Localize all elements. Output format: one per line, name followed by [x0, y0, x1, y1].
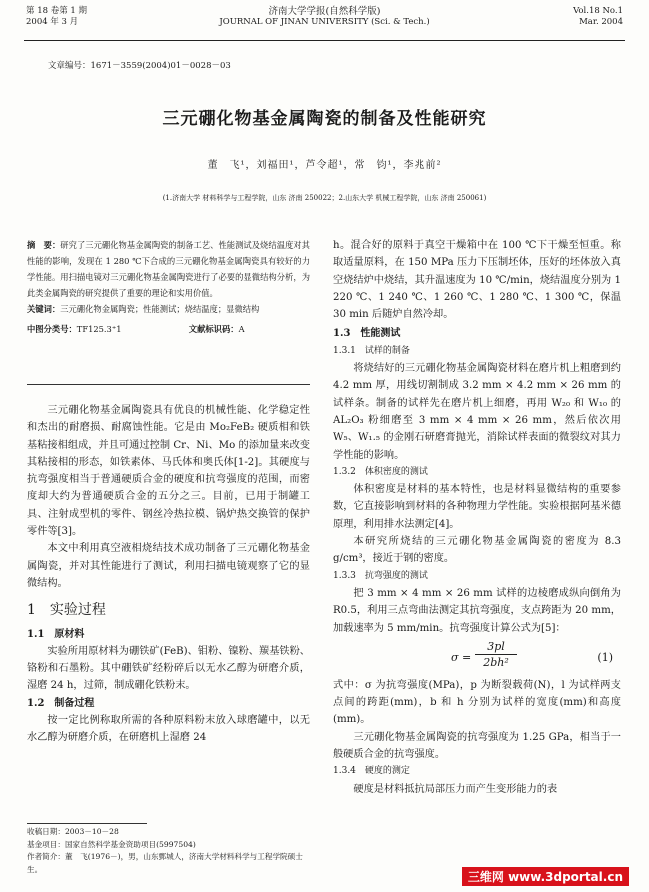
- publication-date-en: Mar. 2004: [579, 17, 623, 27]
- section-1-2-text: 按一定比例称取所需的各种原料粉末放入球磨罐中，以无水乙醇为研磨介质，在研磨机上湿磨 24: [27, 715, 310, 744]
- publication-date: 2004 年 3 月: [26, 17, 79, 27]
- affiliations: (1.济南大学 材料科学与工程学院，山东 济南 250022；2.山东大学 机械工程学院，山东 济南 250061): [162, 194, 487, 202]
- clc-number: TF125.3⁺1: [76, 324, 122, 334]
- author-list: 董 飞¹，刘福田¹，芦令超¹，常 钧¹，李兆前²: [207, 160, 442, 171]
- section-1-2-heading: 1.2 制备过程: [27, 697, 95, 709]
- section-1-1-text: 实验所用原材料为硼铁矿(FeB)、钼粉、镍粉、羰基铁粉、铬粉和石墨粉。其中硼铁矿经粉碎后以无水乙醇为研磨介质，湿磨 24 h，过筛，制成硼化铁粉末。: [27, 645, 310, 692]
- formula-fraction: [475, 639, 517, 671]
- section-1-3-2-text-2: 本研究所烧结的三元硼化物基金属陶瓷的密度为 8.3 g/cm³，接近于钢的密度。: [333, 536, 621, 565]
- article-number: 文章编号：1671－3559(2004)01－0028－03: [48, 61, 231, 71]
- header-rule: [24, 40, 625, 41]
- section-1-3-2-text-1: 体积密度是材料的基本特性，也是材料显微结构的重要参数，它直接影响到材料的各种物理力学性能。实验根据阿基米德原理，利用排水法测定[4]。: [333, 484, 621, 530]
- received-date: 收稿日期：2003－10－28: [27, 827, 119, 836]
- section-1-3-1-heading: 1.3.1 试样的制备: [333, 345, 410, 356]
- left-column-body: [27, 402, 310, 747]
- section-1-heading: 1 实验过程: [27, 602, 106, 619]
- paper-title: 三元硼化物基金属陶瓷的制备及性能研究: [162, 109, 487, 129]
- volume-issue: 第 18 卷第 1 期: [26, 6, 88, 16]
- strength-result: 三元硼化物基金属陶瓷的抗弯强度为 1.25 GPa，相当于一般硬质合金的抗弯强度。: [333, 731, 621, 761]
- journal-name-cn: 济南大学学报(自然科学版): [268, 6, 381, 17]
- section-1-3-heading: 1.3 性能测试: [333, 328, 401, 340]
- abstract-block: [27, 237, 310, 337]
- doc-code-label: 文献标识码：: [188, 324, 239, 334]
- formula-denominator: 2bh²: [483, 655, 509, 669]
- formula-explanation: 式中：σ 为抗弯强度(MPa)，p 为断裂载荷(N)，l 为试样两支点间的跨距(mm)，b 和 h 分别为试样的宽度(mm)和高度(mm)。: [333, 679, 621, 726]
- author-bio: 作者简介：董 飞(1976－)，男，山东鄄城人，济南大学材料科学与工程学院硕士生。: [27, 852, 303, 874]
- doc-code: A: [238, 324, 245, 334]
- intro-paragraph-1: 三元硼化物基金属陶瓷具有优良的机械性能、化学稳定性和杰出的耐磨损、耐腐蚀性能。它是由 Mo₂FeB₂ 硬质相和铁基粘接相组成，并且可通过控制 Cr、Ni、Mo 的添加量来改变其粘接相的形态，如铁素体、马氏体和奥氏体[1-2]。其硬度与抗弯强度相当于普通硬质合金的硬度和抗弯强度的范围，而密度却大约为普通硬质合金的五分之三。目前，已用于制罐工具、注射成型机的零件、钢丝冷热拉模、锅炉热交换管的保护零件等[3]。: [27, 405, 310, 538]
- section-1-1-heading: 1.1 原材料: [27, 628, 85, 640]
- section-1-3-2-heading: 1.3.2 体积密度的测试: [333, 466, 428, 477]
- keywords-text: 三元硼化物金属陶瓷；性能测试；烧结温度；显微结构: [60, 304, 260, 314]
- formula-lhs: σ =: [451, 650, 472, 664]
- equation-1: [333, 637, 621, 677]
- watermark-badge: 三维网 www.3dportal.cn: [462, 867, 629, 886]
- section-1-3-4-text: 硬度是材料抵抗局部压力而产生变形能力的表: [353, 783, 558, 795]
- volume-issue-en: Vol.18 No.1: [573, 6, 623, 16]
- section-1-3-4-heading: 1.3.4 硬度的测定: [333, 766, 410, 777]
- running-header-center: [0, 6, 649, 28]
- process-paragraph: h。混合好的原料于真空干燥箱中在 100 ℃下干燥至恒重。称取适量原料，在 150 MPa 压力下压制坯体，压好的坯体放入真空烧结炉中烧结，其升温速度为 10 ℃/min，烧结温度分别为 1 220 ℃、1 240 ℃、1 260 ℃、1 280 ℃、1 300 ℃，保温 30 min 后随炉自然冷却。: [333, 240, 621, 321]
- footnote-block: [27, 826, 310, 876]
- footnote-rule: [27, 823, 147, 824]
- equation-number: (1): [597, 650, 613, 664]
- intro-paragraph-2: 本文中利用真空液相烧结技术成功制备了三元硼化物基金属陶瓷，并对其性能进行了测试，利用扫描电镜观察了它的显微结构。: [27, 543, 310, 589]
- fund-info: 基金项目：国家自然科学基金资助项目(5997504): [27, 839, 196, 849]
- journal-name-en: JOURNAL OF JINAN UNIVERSITY (Sci. & Tech.): [219, 17, 430, 27]
- formula-numerator: 3pl: [475, 639, 517, 655]
- section-1-3-3-text: 把 3 mm × 4 mm × 26 mm 试样的边棱磨成纵向倒角为 R0.5，利用三点弯曲法测定其抗弯强度，支点跨距为 20 mm，加载速率为 5 mm/min。抗弯强度计算公式为[5]：: [333, 587, 621, 634]
- abstract-rule: [27, 384, 310, 385]
- running-header-right: [573, 6, 623, 28]
- clc-label: 中图分类号：: [27, 324, 77, 334]
- section-1-3-3-heading: 1.3.3 抗弯强度的测试: [333, 570, 428, 581]
- right-column-body: [333, 237, 621, 798]
- keywords-label: 关键词：: [27, 304, 61, 314]
- abstract-label: 摘 要：: [27, 240, 61, 250]
- section-1-3-1-text: 将烧结好的三元硼化物基金属陶瓷材料在磨片机上粗磨到约 4.2 mm 厚，用线切割制成 3.2 mm × 4.2 mm × 26 mm 的试样条。制备的试样先在磨片机上细磨，再用 W₂₀ 和 W₁₀ 的 AL₂O₃ 粉细磨至 3 mm × 4 mm × 26 mm，然后依次用 W₅、W₁.₅ 的金刚石研磨膏抛光，消除试样表面的微裂纹对其力学性能的影响。: [333, 363, 621, 461]
- abstract-text: 研究了三元硼化物基金属陶瓷的制备工艺、性能测试及烧结温度对其性能的影响，发现在 1 280 ℃下合成的三元硼化物基金属陶瓷具有较好的力学性能。用扫描电镜对三元硼化物基金属陶瓷进行了必要的显微结构分析，为此类金属陶瓷的研究提供了重要的理论和实用价值。: [27, 240, 310, 298]
